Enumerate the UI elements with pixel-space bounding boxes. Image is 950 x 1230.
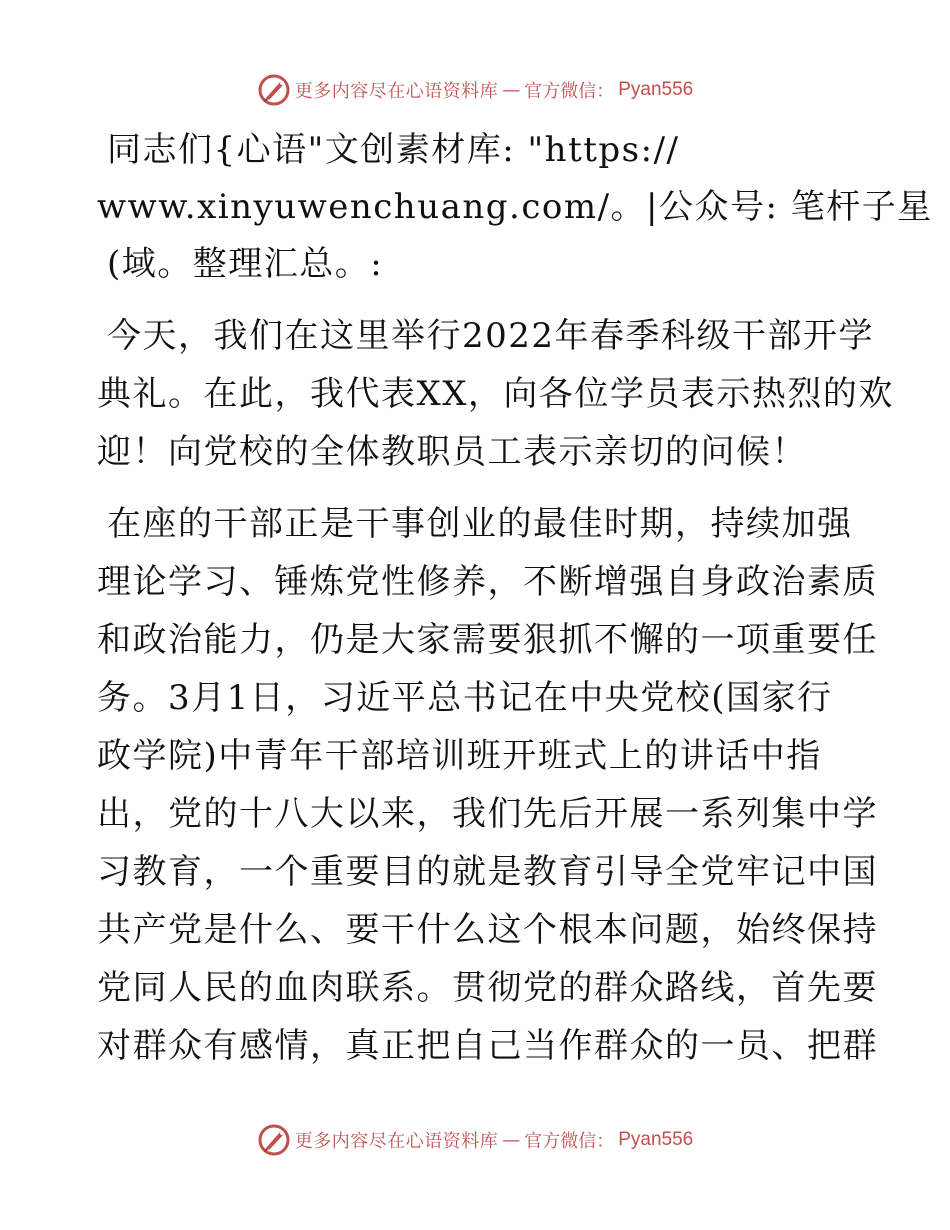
text-line: 典礼。在此，我代表XX，向各位学员表示热烈的欢 [97,374,894,414]
text-line: 党同人民的血肉联系。贯彻党的群众路线，首先要 [97,968,878,1008]
quill-logo-icon [257,73,291,107]
banner-official-label: 官方微信： [524,1131,615,1152]
text-line: 理论学习、锤炼党性修养，不断增强自身政治素质 [97,562,878,602]
text-line: 同志们{心语"文创素材库: "https:// [107,130,680,170]
text-line: 和政治能力，仍是大家需要狠抓不懈的一项重要任 [97,620,878,660]
text-line: 出，党的十八大以来，我们先后开展一系列集中学 [97,794,878,834]
header-banner [0,70,950,110]
text-line: 今天，我们在这里举行2022年春季科级干部开学 [107,316,875,356]
quill-logo-icon [257,1123,291,1157]
intro-paragraph [97,122,933,293]
body-paragraph [97,495,878,1075]
text-line: www.xinyuwenchuang.com/。|公众号: 笔杆子星 [97,187,933,227]
banner-text: 更多内容尽在心语资料库 [294,1131,499,1152]
text-line: 共产党是什么、要干什么这个根本问题，始终保持 [97,910,878,950]
text-line: 迎！向党校的全体教职员工表示亲切的问候！ [97,432,807,472]
text-line: (域。整理汇总。: [107,244,384,284]
document-body [97,122,933,1089]
text-line: 习教育，一个重要目的就是教育引导全党牢记中国 [97,852,878,892]
banner-wechat-id: Pyan556 [618,1129,694,1150]
text-line: 务。3月1日，习近平总书记在中央党校(国家行 [97,678,833,718]
banner-wechat-id: Pyan556 [618,79,694,100]
banner-official-label: 官方微信： [524,81,615,102]
text-line: 政学院)中青年干部培训班开班式上的讲话中指 [97,736,822,776]
banner-separator: — [502,1129,521,1151]
welcome-paragraph [97,307,894,481]
banner-text: 更多内容尽在心语资料库 [294,81,499,102]
text-line: 在座的干部正是干事创业的最佳时期，持续加强 [107,504,853,544]
banner-separator: — [502,79,521,101]
footer-banner [0,1120,950,1160]
text-line: 对群众有感情，真正把自己当作群众的一员、把群 [97,1026,878,1066]
